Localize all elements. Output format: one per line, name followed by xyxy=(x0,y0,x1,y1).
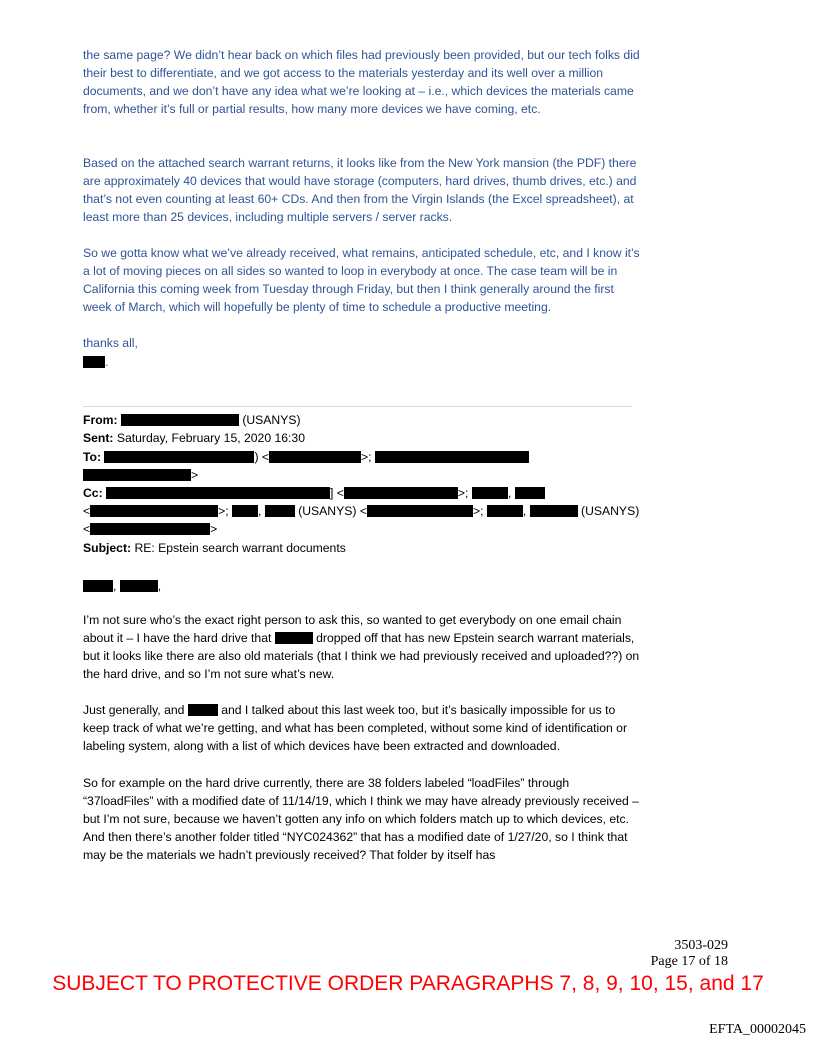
body-paragraph-1: I’m not sure who’s the exact right person to ask this, so wanted to get everybody on one email chain about it – I have the hard drive that dropped off that has new Epstein search warrant materials, but it looks like there are also old materials (that I think we had previously received and uploaded??) on the hard drive, and so I’m not sure what’s new. xyxy=(83,613,640,681)
protective-order-notice: SUBJECT TO PROTECTIVE ORDER PARAGRAPHS 7, 8, 9, 10, 15, and 17 xyxy=(52,972,764,995)
to-line: To: ) < >; xyxy=(83,448,643,466)
redaction-block xyxy=(232,505,258,517)
cc-label: Cc: xyxy=(83,486,103,500)
redaction-block xyxy=(90,505,218,517)
body-paragraph-2: Just generally, and and I talked about this last week too, but it’s basically impossible for us to keep track of what we’re getting, and what has been completed, without some kind of identification or labeling system, along with a list of which devices have been extracted and downloaded. xyxy=(83,703,628,753)
doc-number: 3503-029 xyxy=(674,938,728,953)
cc-line-cont: < >; , (USANYS) < >; , (USANYS) xyxy=(83,504,640,518)
header-divider xyxy=(83,406,632,407)
subject-label: Subject: xyxy=(83,541,132,555)
top-paragraph-2: Based on the attached search warrant returns, it looks like from the New York mansion (the PDF) there are approximately 40 devices that would have storage (computers, hard drives, thumb drives, etc.) and that’s not even counting at least 60+ CDs. And then from the Virgin Islands (the Excel spreadsheet), at least more than 25 devices, including multiple servers / server racks. xyxy=(83,156,637,224)
salutation: , , xyxy=(83,577,643,595)
top-paragraph-3: So we gotta know what we’ve already received, what remains, anticipated schedule, etc, and I know it’s a lot of moving pieces on all sides so wanted to loop in everybody at once. The case team will be in California this coming week from Tuesday through Friday, but then I think generally around the first week of March, which will hopefully be plenty of time to schedule a productive meeting. xyxy=(83,246,640,314)
redaction-block xyxy=(530,505,578,517)
body-paragraph-3: So for example on the hard drive currently, there are 38 folders labeled “loadFiles” through “37loadFiles” with a modified date of 11/14/19, which I think we may have already previously received – but I’m not sure, because we haven’t gotten any info on which folders match up to which devices, etc. And then there’s another folder titled “NYC024362” that has a modified date of 1/27/20, so I think that may be the materials we hadn’t previously received? That folder by itself has xyxy=(83,776,639,862)
top-signoff: thanks all, xyxy=(83,336,138,350)
redaction-block xyxy=(90,523,210,535)
subject-value: RE: Epstein search warrant documents xyxy=(134,541,346,555)
signature-suffix: . xyxy=(105,355,109,369)
redaction-block xyxy=(83,356,105,368)
sent-line xyxy=(83,429,643,447)
redaction-block xyxy=(367,505,473,517)
sent-label: Sent: xyxy=(83,431,114,445)
redaction-block xyxy=(515,487,545,499)
cc-usanys-1: (USANYS) xyxy=(298,504,357,518)
from-label: From: xyxy=(83,413,118,427)
subject-line xyxy=(83,539,643,557)
redaction-block xyxy=(344,487,458,499)
redaction-block xyxy=(83,580,113,592)
redaction-block xyxy=(106,487,330,499)
from-line xyxy=(83,411,643,429)
redaction-block xyxy=(265,505,295,517)
redaction-block xyxy=(472,487,508,499)
to-line-cont: > xyxy=(83,466,643,484)
redaction-block xyxy=(120,580,158,592)
redaction-block xyxy=(375,451,529,463)
redaction-block xyxy=(83,469,191,481)
to-label: To: xyxy=(83,450,102,464)
redaction-block xyxy=(269,451,361,463)
cc-line: Cc: ] < >; , xyxy=(83,484,643,502)
top-signature xyxy=(83,353,643,371)
sent-value: Saturday, February 15, 2020 16:30 xyxy=(116,431,305,445)
cc-line-cont-2: < > xyxy=(83,522,218,536)
bates-number: EFTA_00002045 xyxy=(709,1022,806,1037)
redaction-block xyxy=(104,451,254,463)
page-label: Page 17 of 18 xyxy=(650,954,728,969)
redaction-block xyxy=(188,704,218,716)
cc-usanys-2: (USANYS) xyxy=(581,504,640,518)
from-suffix: (USANYS) xyxy=(242,413,301,427)
redaction-block xyxy=(121,414,239,426)
redaction-block xyxy=(487,505,523,517)
redaction-block xyxy=(275,632,313,644)
top-paragraph-1: the same page? We didn’t hear back on which files had previously been provided, but our tech folks did their best to differentiate, and we got access to the materials yesterday and its well over a million documents, and we don’t have any idea what we’re looking at – i.e., which devices the materials came from, whether it’s full or partial results, how many more devices we have coming, etc. xyxy=(83,48,640,116)
